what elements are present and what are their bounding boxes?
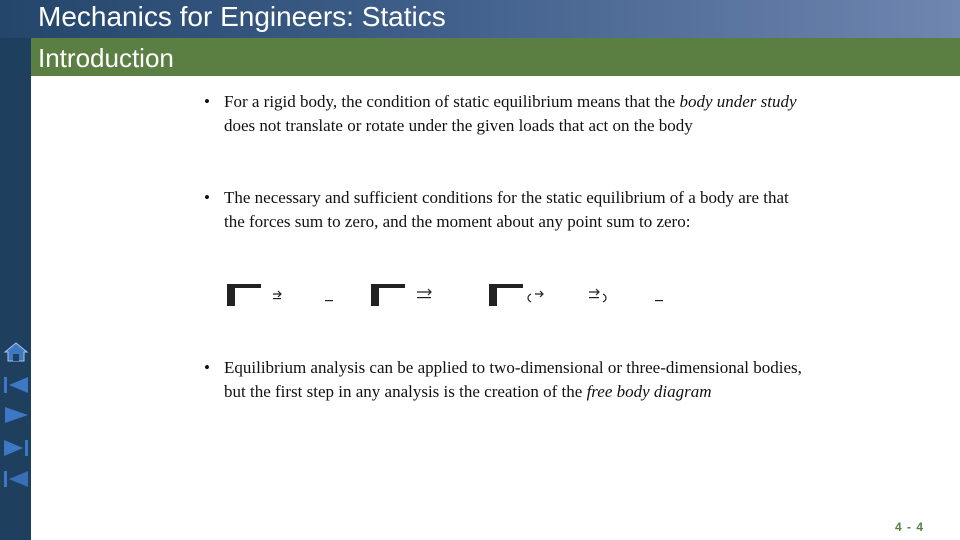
page-number: 4 - 4	[894, 520, 924, 534]
bullet-item	[204, 356, 804, 404]
home-icon	[2, 341, 30, 363]
bullet-item	[204, 90, 804, 138]
title-bar	[0, 0, 960, 38]
bullet-marker: •	[204, 358, 210, 377]
next-slide-button[interactable]	[2, 437, 30, 459]
page-title: Mechanics for Engineers: Statics	[38, 1, 446, 32]
equilibrium-equations	[225, 276, 685, 306]
next-slide-icon	[2, 437, 30, 459]
bullet-text: For a rigid body, the condition of static equilibrium means that the	[224, 92, 680, 111]
equation-graphic	[225, 276, 685, 306]
section-title: Introduction	[38, 43, 174, 73]
first-slide-button[interactable]	[2, 374, 30, 396]
bullet-text: Equilibrium analysis can be applied to two-dimensional or three-dimensional bodies, but the first step in any analysis is the creation of the	[224, 358, 802, 401]
first-slide-icon	[2, 374, 30, 396]
subtitle-bar	[31, 38, 960, 76]
last-slide-icon	[2, 468, 30, 490]
bullet-text: The necessary and sufficient conditions for the static equilibrium of a body are that the forces sum to zero, and the moment about any point sum to zero:	[224, 188, 789, 231]
left-sidebar	[0, 0, 31, 540]
bullet-marker: •	[204, 188, 210, 207]
bullet-italic-text: free body diagram	[586, 382, 712, 401]
bullet-marker: •	[204, 92, 210, 111]
previous-slide-button[interactable]	[2, 404, 30, 426]
bullet-italic-text: body under study	[679, 92, 797, 111]
last-slide-button[interactable]	[2, 468, 30, 490]
bullet-text-continued: does not translate or rotate under the given loads that act on the body	[224, 116, 693, 135]
previous-slide-icon	[2, 404, 30, 426]
home-button[interactable]	[2, 341, 30, 363]
bullet-item	[204, 186, 804, 234]
